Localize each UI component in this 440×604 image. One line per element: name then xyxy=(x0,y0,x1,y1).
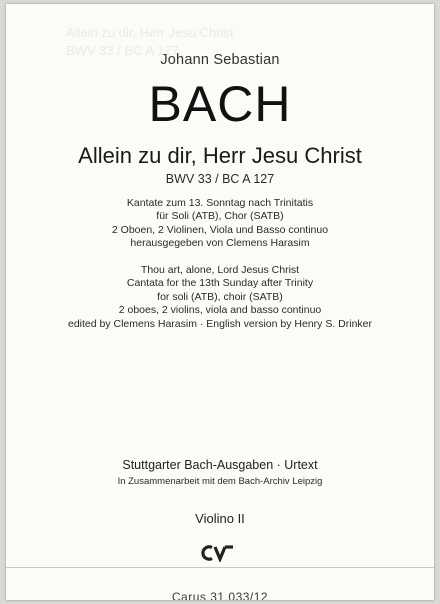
instrument-part: Violino II xyxy=(195,511,245,526)
collaboration-note: In Zusammenarbeit mit dem Bach-Archiv Leipzig xyxy=(117,476,323,487)
english-line: Thou art, alone, Lord Jesus Christ xyxy=(140,264,300,276)
english-line: edited by Clemens Harasim · English version by Henry S. Drinker xyxy=(67,317,373,330)
work-title: Allein zu dir, Herr Jesu Christ xyxy=(78,143,362,168)
composer-name: Johann Sebastian xyxy=(160,52,280,68)
series-name: Stuttgarter Bach-Ausgaben · Urtext xyxy=(122,458,318,472)
english-line: 2 oboes, 2 violins, viola and basso continuo xyxy=(118,304,322,317)
catalog-numbers: BWV 33 / BC A 127 xyxy=(165,172,275,186)
bleed-line: Allein zu dir, Herr Jesu Christ xyxy=(66,25,234,40)
carus-logo-icon xyxy=(199,544,239,562)
english-line: for soli (ATB), choir (SATB) xyxy=(157,290,283,303)
bleed-line: BWV 33 / BC A 127 xyxy=(66,43,179,58)
catalog-code: Carus 31.033/12 xyxy=(171,590,269,600)
composer-surname: BACH xyxy=(148,76,292,132)
score-cover-page xyxy=(6,4,434,600)
german-description xyxy=(6,197,434,251)
english-line: Cantata for the 13th Sunday after Trinity xyxy=(126,277,314,290)
german-line: für Soli (ATB), Chor (SATB) xyxy=(156,210,284,223)
german-line: herausgegeben von Clemens Harasim xyxy=(130,237,310,250)
german-line: 2 Oboen, 2 Violinen, Viola und Basso continuo xyxy=(111,223,329,236)
english-description xyxy=(6,264,434,331)
bottom-divider xyxy=(6,567,434,568)
german-line: Kantate zum 13. Sonntag nach Trinitatis xyxy=(126,197,314,209)
